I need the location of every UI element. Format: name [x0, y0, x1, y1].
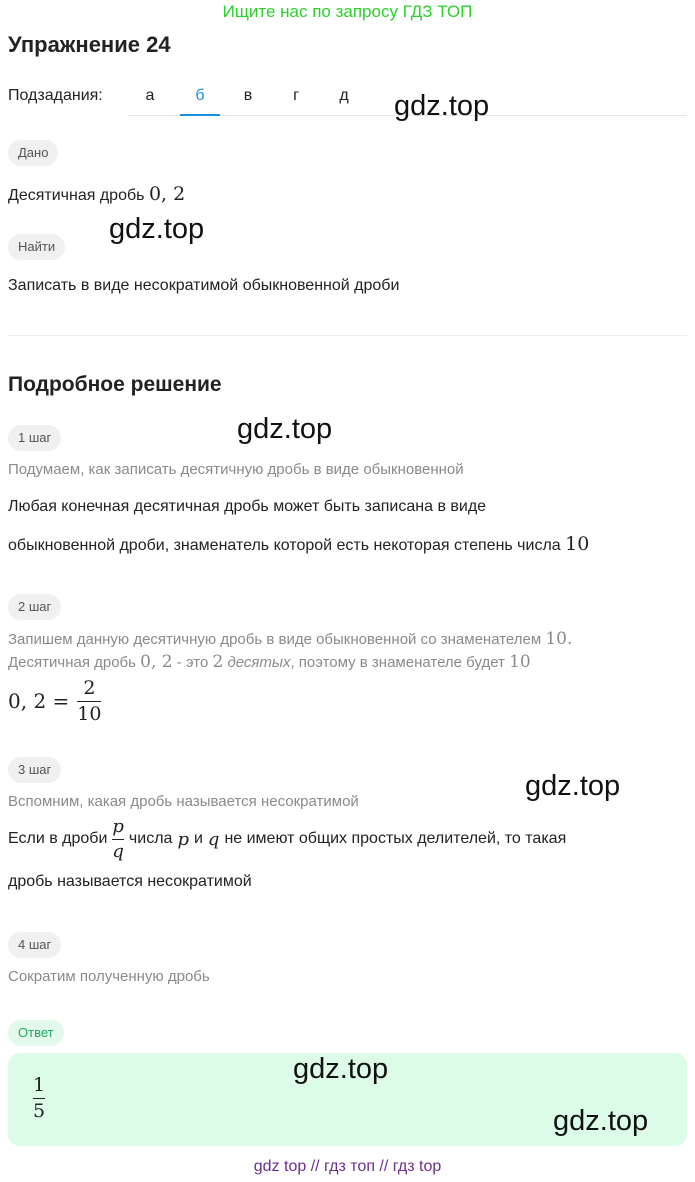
- watermark: gdz.top: [237, 413, 333, 445]
- tab-d[interactable]: д: [339, 87, 349, 104]
- step-1-badge: 1 шаг: [8, 425, 61, 451]
- step-3-line-2: дробь называется несократимой: [8, 873, 252, 890]
- find-text: Записать в виде несократимой обыкновенной дроби: [8, 277, 400, 294]
- given-text: Десятичная дробь 0, 2: [8, 183, 186, 205]
- watermark: gdz.top: [525, 770, 621, 802]
- footer-links[interactable]: gdz top // гдз топ // гдз top: [253, 1158, 442, 1175]
- fraction-2-10: $\frac{2}{10}$: [77, 677, 102, 725]
- answer-value: [33, 1075, 45, 1122]
- step-2-badge: 2 шаг: [8, 594, 61, 620]
- active-tab-indicator: [180, 114, 220, 116]
- promo-banner[interactable]: Ищите нас по запросу ГДЗ ТОП: [222, 2, 473, 21]
- given-value: 0, 2: [148, 183, 186, 205]
- watermark: gdz.top: [109, 213, 205, 245]
- section-divider: [8, 335, 687, 336]
- watermark: gdz.top: [394, 90, 490, 122]
- find-badge: Найти: [8, 234, 65, 260]
- step-3-badge: 3 шаг: [8, 757, 61, 783]
- subtasks-label: Подзадания:: [8, 87, 103, 104]
- step-2-hint-2: Десятичная дробь 0, 2 - это 2 десятых, поэтому в знаменателе будет 10: [8, 652, 531, 672]
- step-3-line-1: Если в дроби $\frac{p}{q}$ числа p и q не имеют общих простых делителей, то такая: [8, 816, 567, 862]
- tab-a[interactable]: а: [145, 87, 155, 104]
- watermark: gdz.top: [553, 1105, 649, 1137]
- step-1-line-1: Любая конечная десятичная дробь может быть записана в виде: [8, 498, 487, 515]
- page-title: Упражнение 24: [8, 32, 171, 57]
- answer-badge: Ответ: [8, 1020, 64, 1046]
- given-badge: Дано: [8, 140, 58, 166]
- step-4-badge: 4 шаг: [8, 932, 61, 958]
- step-2-hint-1: Запишем данную десятичную дробь в виде обыкновенной со знаменателем 10.: [8, 629, 573, 649]
- step-2-formula: 0, 2 = $\frac{2}{10}$: [8, 677, 102, 725]
- fraction-1-5: $\frac{1}{5}$: [33, 1074, 46, 1122]
- fraction-p-q: $\frac{p}{q}$: [112, 816, 124, 862]
- watermark: gdz.top: [293, 1053, 389, 1085]
- step-1-line-2: обыкновенной дроби, знаменатель которой есть некоторая степень числа 10: [8, 533, 590, 555]
- tab-g[interactable]: г: [293, 87, 299, 104]
- step-1-hint: Подумаем, как записать десятичную дробь в виде обыкновенной: [8, 461, 464, 478]
- tab-v[interactable]: в: [243, 87, 253, 104]
- solution-heading: Подробное решение: [8, 373, 222, 396]
- tab-b[interactable]: б: [195, 87, 205, 104]
- step-3-hint: Вспомним, какая дробь называется несократимой: [8, 793, 359, 810]
- step-4-hint: Сократим полученную дробь: [8, 968, 210, 985]
